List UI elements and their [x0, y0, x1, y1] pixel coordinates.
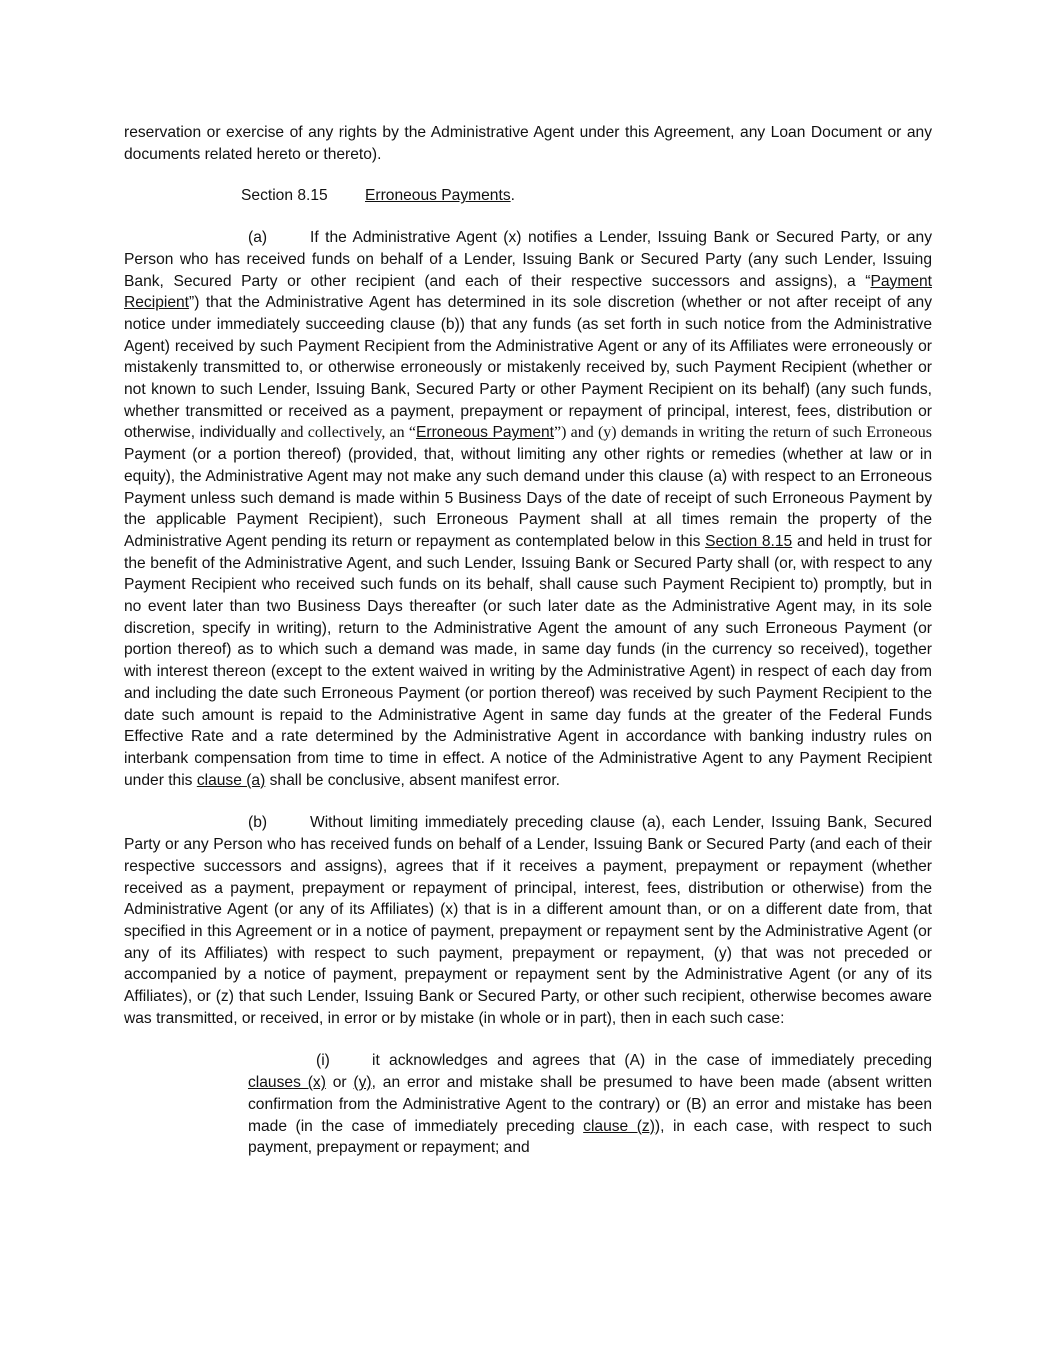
paragraph-b-text: Without limiting immediately preceding clause (a), each Lender, Issuing Bank, Secured Party or any Person who has received funds on behalf of a Lender, Issuing Bank or Secured Party (and each of their respective successors and assigns), agrees that if it receives a payment, prepayment or repayment (whether received as a payment, prepayment or repayment of principal, interest, fees, distribution or otherwise) from the Administrative Agent (or any of its Affiliates) (x) that is in a different amount than, or on a different date from, that specified in this Agreement or in a notice of payment, prepayment or repayment sent by the Administrative Agent (or any of its Affiliates) with respect to such payment, prepayment or repayment, (y) that was not preceded or accompanied by a notice of payment, prepayment or repayment sent by the Administrative Agent (or any of its Affiliates), or (z) that such Lender, Issuing Bank or Secured Party, or other such recipient, otherwise becomes aware was transmitted, or received, in error or by mistake (in whole or in part), then in each such case: — [124, 814, 932, 1027]
defined-term-payment-recipient: Payment Recipient — [124, 272, 932, 312]
paragraph-b — [124, 812, 932, 1029]
section-title: Erroneous Payments — [365, 187, 511, 205]
clause-reference-x: clauses (x) — [248, 1074, 326, 1092]
paragraph-a-text-4: ”) and (y) demands in writing the return of such Erroneous — [554, 424, 932, 442]
section-heading — [124, 185, 932, 207]
paragraph-a-text-1: If the Administrative Agent (x) notifies a Lender, Issuing Bank or Secured Party, or any Person who has received funds on behalf of a Lender, Issuing Bank or Secured Party (any such Lender, Issuing Bank, Secured Party or other recipient (and each of their respective successors and assigns), a “ — [124, 229, 932, 290]
intro-text: reservation or exercise of any rights by the Administrative Agent under this Agreement, any Loan Document or any documents related hereto or thereto). — [124, 124, 932, 163]
intro-paragraph — [124, 122, 932, 165]
clause-reference-y: (y) — [353, 1074, 372, 1092]
item-i-text-4: ), in each case, with respect to such payment, prepayment or repayment; and — [248, 1117, 932, 1157]
paragraph-a-text-5: Payment (or a portion thereof) (provided, that, without limiting any other rights or remedies (whether at law or in equity), the Administrative Agent may not make any such demand under this clause (a) with respect to an Erroneous Payment unless such demand is made within 5 Business Days of the date of receipt of such Erroneous Payment by the applicable Payment Recipient), such Erroneous Payment shall at all times remain the property of the Administrative Agent pending its return or repayment as contemplated below in this — [124, 446, 932, 550]
clause-reference-z: clause (z) — [583, 1117, 655, 1135]
item-i-text-2: or — [325, 1074, 354, 1092]
item-i-text-1: it acknowledges and agrees that (A) in the case of immediately preceding — [372, 1052, 932, 1070]
item-i-label: (i) — [316, 1052, 330, 1070]
section-number: Section 8.15 — [241, 187, 328, 205]
clause-reference-a: clause (a) — [196, 771, 266, 789]
defined-term-erroneous-payment: Erroneous Payment — [415, 424, 554, 442]
paragraph-a-text-2: ”) that the Administrative Agent has determined in its sole discretion (whether or not after receipt of any notice under immediately succeeding clause (b)) that any funds (as set forth in such notice from the Administrative Agent) received by such Payment Recipient from the Administrative Agent or any of its Affiliates were erroneously or mistakenly transmitted to, or otherwise erroneously or mistakenly received by, such Payment Recipient (whether or not known to such Lender, Issuing Bank, Secured Party or other Payment Recipient on its behalf) (any such funds, whether transmitted or received as a payment, prepayment or repayment of principal, interest, fees, distribution or otherwise, individually — [124, 294, 932, 442]
item-i — [248, 1050, 932, 1159]
section-reference: Section 8.15 — [705, 532, 793, 550]
paragraph-a-text-3: and collectively, an “ — [280, 424, 416, 442]
section-title-suffix: . — [510, 187, 515, 205]
item-i-text-3: , an error and mistake shall be presumed to have been made (absent written confirmation from the Administrative Agent to the contrary) or (B) an error and mistake has been made (in the case of immediately preceding — [248, 1074, 932, 1135]
document-page — [124, 122, 932, 1159]
paragraph-a-label: (a) — [248, 229, 268, 247]
paragraph-b-label: (b) — [248, 814, 268, 832]
paragraph-a — [124, 227, 932, 791]
paragraph-a-text-6: and held in trust for the benefit of the Administrative Agent, and such Lender, Issuing Bank or Secured Party shall (or, with respect to any Payment Recipient who received such funds on its behalf, shall cause such Payment Recipient to) promptly, but in no event later than two Business Days thereafter (or such later date as the Administrative Agent may, in its sole discretion, specify in writing), return to the Administrative Agent the amount of any such Erroneous Payment (or portion thereof) as to which such a demand was made, in same day funds (in the currency so received), together with interest thereon (except to the extent waived in writing by the Administrative Agent) in respect of each day from and including the date such Erroneous Payment (or portion thereof) was received by such Payment Recipient to the date such amount is repaid to the Administrative Agent in same day funds at the greater of the Federal Funds Effective Rate and a rate determined by the Administrative Agent in accordance with banking industry rules on interbank compensation from time to time in effect. A notice of the Administrative Agent to any Payment Recipient under this — [124, 532, 932, 789]
paragraph-a-text-7: shall be conclusive, absent manifest error. — [265, 771, 560, 789]
